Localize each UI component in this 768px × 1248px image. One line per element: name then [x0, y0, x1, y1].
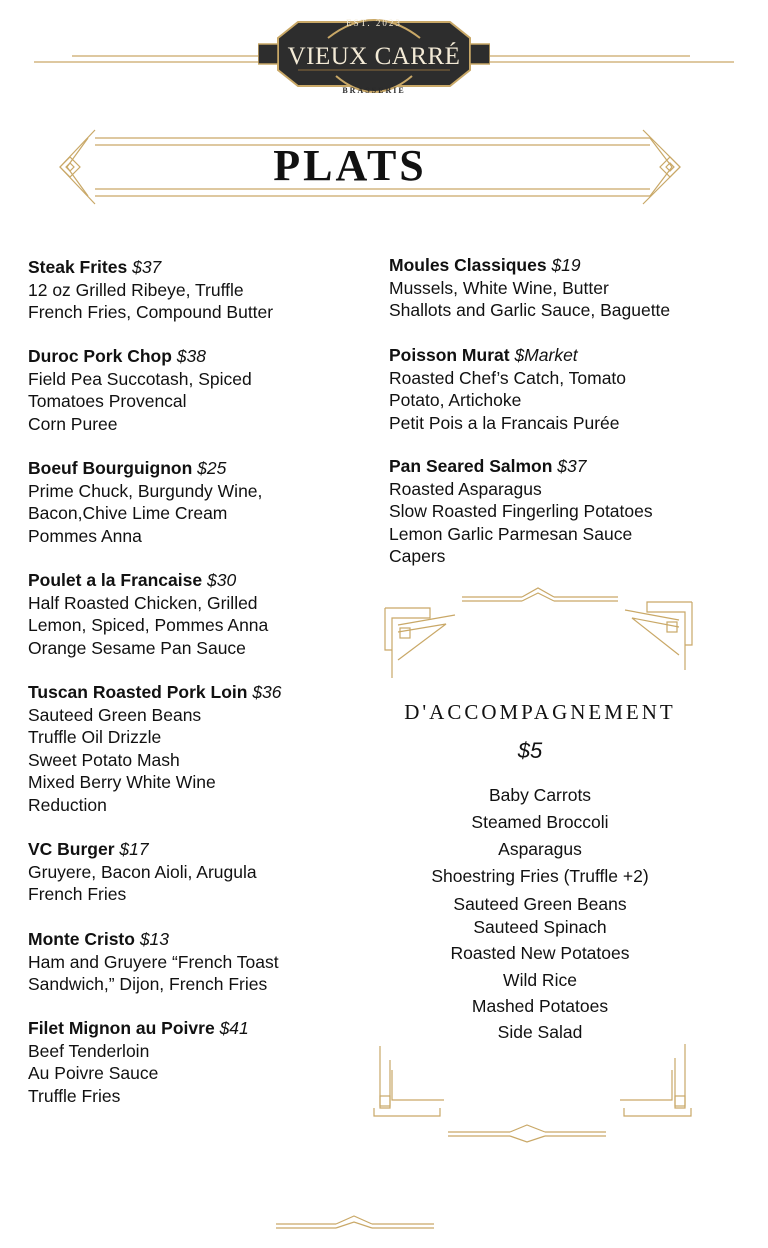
side-item: Sauteed Spinach — [473, 917, 607, 937]
side-item: Baby Carrots — [488, 785, 592, 805]
item-price: $17 — [119, 839, 149, 859]
sides-price: $5 — [517, 738, 543, 763]
item-desc: French Fries — [28, 884, 127, 905]
menu-item — [28, 928, 368, 996]
item-desc: Capers — [389, 546, 446, 567]
item-desc: Prime Chuck, Burgundy Wine, — [28, 480, 263, 501]
item-desc: Sweet Potato Mash — [28, 749, 180, 770]
item-desc: Tomatoes Provencal — [28, 391, 187, 412]
item-name: Duroc Pork Chop — [28, 346, 172, 366]
item-desc: Bacon,Chive Lime Cream — [28, 503, 228, 524]
menu-item — [28, 457, 368, 547]
side-item: Steamed Broccoli — [471, 812, 609, 832]
item-name: Steak Frites — [28, 257, 128, 277]
item-price: $13 — [139, 929, 170, 949]
menu-item — [28, 569, 368, 659]
item-desc: Sauteed Green Beans — [28, 704, 202, 725]
item-price: $30 — [206, 570, 237, 590]
item-desc: Sandwich,” Dijon, French Fries — [28, 974, 268, 995]
item-desc: Truffle Oil Drizzle — [28, 727, 162, 748]
item-name: Pan Seared Salmon — [389, 456, 553, 476]
item-desc: Truffle Fries — [28, 1085, 121, 1106]
item-desc: Lemon Garlic Parmesan Sauce — [389, 523, 633, 544]
menu-item — [28, 1017, 368, 1107]
item-name: Poisson Murat — [389, 345, 510, 365]
item-price: $Market — [514, 345, 578, 365]
item-desc: Roasted Chef’s Catch, Tomato — [389, 367, 627, 388]
menu-item — [28, 681, 368, 817]
item-desc: Mixed Berry White Wine — [28, 772, 216, 793]
menu-item — [28, 838, 368, 906]
item-name: Tuscan Roasted Pork Loin — [28, 682, 248, 702]
item-price: $19 — [551, 255, 581, 275]
menu-item — [389, 455, 759, 568]
item-desc: French Fries, Compound Butter — [28, 302, 274, 323]
item-desc: Lemon, Spiced, Pommes Anna — [28, 615, 269, 636]
item-price: $37 — [557, 456, 587, 476]
item-name: Filet Mignon au Poivre — [28, 1018, 215, 1038]
menu-item — [389, 344, 759, 434]
menu-item — [28, 345, 368, 435]
side-item: Shoestring Fries (Truffle +2) — [431, 866, 649, 886]
brand-logo — [258, 8, 490, 100]
item-name: Monte Cristo — [28, 929, 135, 949]
side-item: Mashed Potatoes — [471, 996, 609, 1016]
item-name: Moules Classiques — [389, 255, 547, 275]
item-desc: Roasted Asparagus — [389, 478, 542, 499]
item-desc: Field Pea Succotash, Spiced — [28, 368, 252, 389]
item-price: $38 — [176, 346, 206, 366]
item-desc: Half Roasted Chicken, Grilled — [28, 592, 258, 613]
item-desc: Corn Puree — [28, 413, 118, 434]
item-desc: Reduction — [28, 794, 107, 815]
brand-subtitle: BRASSERIE — [342, 86, 406, 95]
item-desc: Potato, Artichoke — [389, 390, 522, 411]
item-desc: Petit Pois a la Francais Purée — [389, 412, 620, 433]
item-price: $36 — [252, 682, 282, 702]
item-desc: Pommes Anna — [28, 525, 142, 546]
sides-title: D'ACCOMPAGNEMENT — [404, 700, 676, 724]
brand-established: EST. 2023 — [346, 18, 402, 28]
item-desc: Beef Tenderloin — [28, 1040, 150, 1061]
item-desc: Orange Sesame Pan Sauce — [28, 637, 246, 658]
item-desc: Shallots and Garlic Sauce, Baguette — [389, 300, 671, 321]
item-name: VC Burger — [28, 839, 115, 859]
side-item: Asparagus — [498, 839, 582, 859]
side-item: Roasted New Potatoes — [450, 943, 630, 963]
item-desc: Mussels, White Wine, Butter — [389, 277, 609, 298]
item-price: $37 — [132, 257, 162, 277]
item-desc: Slow Roasted Fingerling Potatoes — [389, 501, 653, 522]
menu-item — [389, 254, 759, 322]
item-desc: Gruyere, Bacon Aioli, Arugula — [28, 861, 257, 882]
side-item: Side Salad — [497, 1022, 583, 1042]
item-price: $41 — [219, 1018, 249, 1038]
brand-name: VIEUX CARRÉ — [287, 43, 461, 70]
item-name: Poulet a la Francaise — [28, 570, 203, 590]
item-desc: Au Poivre Sauce — [28, 1063, 159, 1084]
item-desc: Ham and Gruyere “French Toast — [28, 951, 279, 972]
section-title: PLATS — [273, 141, 427, 190]
item-price: $25 — [197, 458, 227, 478]
item-name: Boeuf Bourguignon — [28, 458, 193, 478]
side-item: Sauteed Green Beans — [453, 894, 627, 914]
item-desc: 12 oz Grilled Ribeye, Truffle — [28, 279, 244, 300]
menu-item — [28, 256, 368, 324]
side-item: Wild Rice — [503, 970, 577, 990]
